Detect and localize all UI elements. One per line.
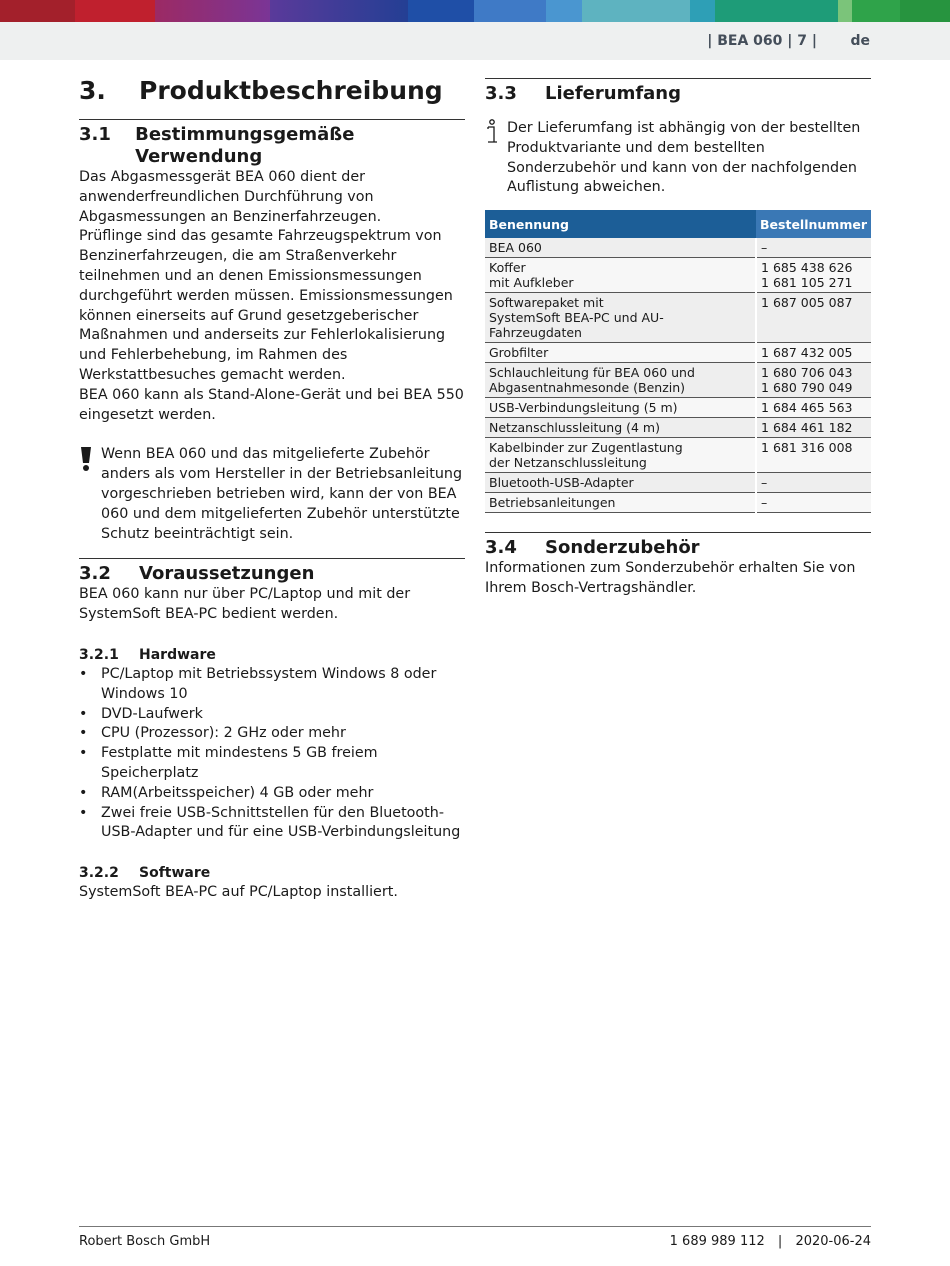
table-body xyxy=(485,238,871,513)
bullet-icon: • xyxy=(79,784,88,801)
section-heading-3-2-1 xyxy=(79,645,465,665)
list-item: • Zwei freie USB-Schnittstellen für den Bluetooth-USB-Adapter und für eine USB-Verbindungsleitung xyxy=(79,804,465,844)
table-row: Kabelbinder zur Zugentlastung der Netzanschlussleitung 1 681 316 008 xyxy=(485,438,871,473)
bullet-icon: • xyxy=(79,745,88,762)
list-item: • DVD-Laufwerk xyxy=(79,705,465,725)
table-row: Grobfilter 1 687 432 005 xyxy=(485,343,871,363)
table-row: BEA 060 – xyxy=(485,238,871,258)
table-row: Betriebsanleitungen – xyxy=(485,493,871,513)
footer-doc-number: 1 689 989 112 xyxy=(669,1234,765,1249)
chapter-title: Produktbeschreibung xyxy=(139,76,443,105)
info-note xyxy=(485,119,871,198)
section-title: Sonderzubehör xyxy=(545,537,700,559)
section-title: Voraussetzungen xyxy=(139,563,315,585)
column-header-name: Benennung xyxy=(485,210,756,238)
footer-doc-info xyxy=(670,1234,871,1249)
warning-note xyxy=(79,445,465,544)
hardware-list xyxy=(79,665,465,843)
section-heading-3-3 xyxy=(485,78,871,105)
section-number: 3.2.1 xyxy=(79,646,119,663)
header-language: de xyxy=(850,33,870,49)
table-row: Koffer mit Aufkleber 1 685 438 626 1 681 105 271 xyxy=(485,258,871,293)
section-title: Bestimmungsgemäße Verwendung xyxy=(135,124,355,167)
footer-date: 2020-06-24 xyxy=(795,1234,871,1249)
section-number: 3.4 xyxy=(485,537,517,559)
left-column xyxy=(79,76,465,903)
table-row: Softwarepaket mit SystemSoft BEA-PC und AU-Fahrzeugdaten 1 687 005 087 xyxy=(485,293,871,343)
section-number: 3.2.2 xyxy=(79,865,119,882)
section-number: 3.1 xyxy=(79,124,111,145)
section-number: 3.2 xyxy=(79,563,111,585)
exclamation-icon xyxy=(79,445,101,544)
section-heading-3-4 xyxy=(485,532,871,559)
info-text: Der Lieferumfang ist abhängig von der bestellten Produktvariante und dem bestellten Sonderzubehör und kann von der nachfolgenden Auflistung abweichen. xyxy=(507,120,861,196)
section-heading-3-2 xyxy=(79,558,465,585)
bullet-icon: • xyxy=(79,804,88,821)
section-title: Software xyxy=(139,865,211,882)
footer-separator: | xyxy=(777,1234,783,1249)
footer-company: Robert Bosch GmbH xyxy=(79,1234,211,1249)
page-header xyxy=(0,22,950,60)
list-item: • RAM(Arbeitsspeicher) 4 GB oder mehr xyxy=(79,784,465,804)
table-row: Bluetooth-USB-Adapter – xyxy=(485,473,871,493)
table-row: USB-Verbindungsleitung (5 m) 1 684 465 563 xyxy=(485,398,871,418)
section-3-2-2-text: SystemSoft BEA-PC auf PC/Laptop installiert. xyxy=(79,884,398,901)
table-header-row xyxy=(485,210,871,238)
section-3-1-text: Das Abgasmessgerät BEA 060 dient der anwenderfreundlichen Durchführung von Abgasmessungen an Benzinerfahrzeugen. Prüflinge sind das gesamte Fahrzeugspektrum von Benzinerfahrzeugen, die am Straßenverkehr teilnehmen und an denen Emissionsmessungen durchgeführt werden müssen. Emissionsmessungen können einerseits auf Grund gesetzgeberischer Maßnahmen und anderseits zur Fehlerlokalisierung und Fehlerbehebung, im Rahmen des Werkstattbesuches gemacht werden. BEA 060 kann als Stand-Alone-Gerät und bei BEA 550 eingesetzt werden. xyxy=(79,169,464,423)
warning-text: Wenn BEA 060 und das mitgelieferte Zubehör anders als vom Hersteller in der Betriebsanleitung vorgeschrieben betrieben wird, kann der von BEA 060 und dem mitgelieferten Zubehör unterstützte Schutz beeinträchtigt sein. xyxy=(101,446,463,542)
bullet-icon: • xyxy=(79,725,88,742)
section-3-2-text: BEA 060 kann nur über PC/Laptop und mit der SystemSoft BEA-PC bedient werden. xyxy=(79,586,411,623)
header-doc-ref: | BEA 060 | 7 | xyxy=(707,33,817,49)
table-row: Netzanschlussleitung (4 m) 1 684 461 182 xyxy=(485,418,871,438)
section-heading-3-2-2 xyxy=(79,863,465,883)
section-title: Lieferumfang xyxy=(545,83,682,104)
brand-color-band xyxy=(0,0,950,22)
bullet-icon: • xyxy=(79,705,88,722)
list-item: • CPU (Prozessor): 2 GHz oder mehr xyxy=(79,724,465,744)
section-title: Hardware xyxy=(139,646,216,663)
table-row: Schlauchleitung für BEA 060 und Abgasentnahmesonde (Benzin) 1 680 706 043 1 680 790 049 xyxy=(485,363,871,398)
delivery-table xyxy=(485,210,871,513)
section-number: 3.3 xyxy=(485,83,517,104)
list-item: • Festplatte mit mindestens 5 GB freiem Speicherplatz xyxy=(79,744,465,784)
chapter-number: 3. xyxy=(79,76,106,105)
info-icon xyxy=(485,119,507,198)
section-3-4-text: Informationen zum Sonderzubehör erhalten Sie von Ihrem Bosch-Vertragshändler. xyxy=(485,560,856,596)
column-header-order-number: Bestellnummer xyxy=(756,210,871,238)
list-item: • PC/Laptop mit Betriebssystem Windows 8 oder Windows 10 xyxy=(79,665,465,705)
footer-divider xyxy=(79,1226,871,1227)
section-heading-3-1 xyxy=(79,119,465,168)
bullet-icon: • xyxy=(79,665,88,682)
right-column xyxy=(485,78,871,599)
chapter-heading xyxy=(79,76,465,106)
